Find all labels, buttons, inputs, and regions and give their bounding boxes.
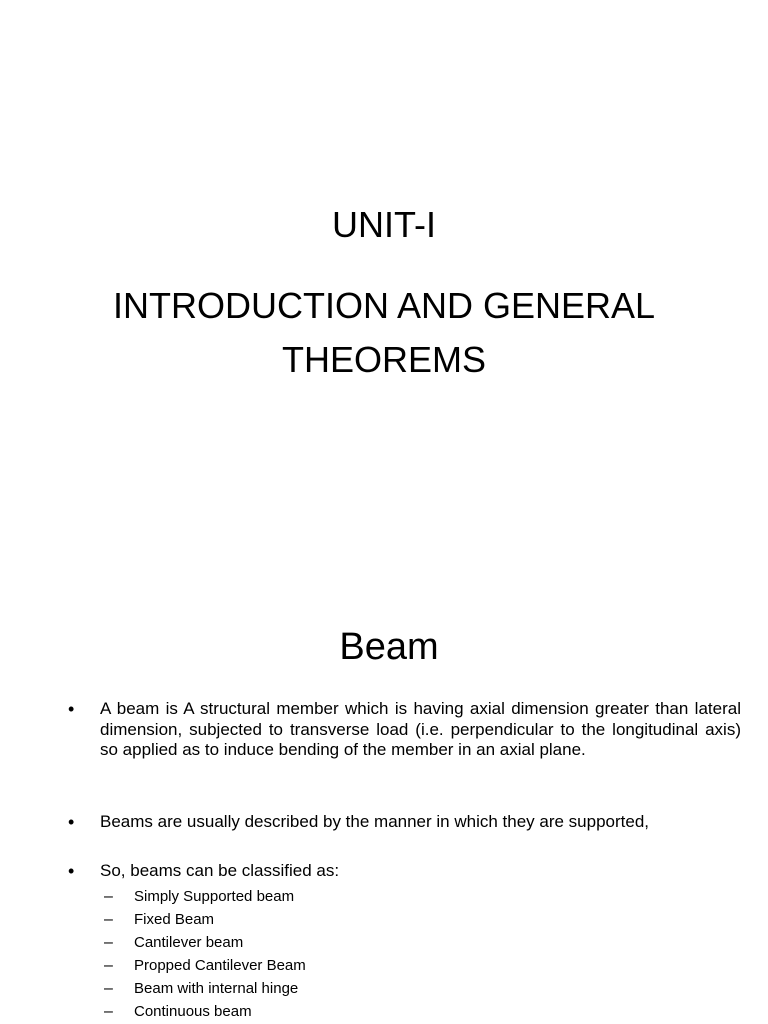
bullet-text: Beams are usually described by the manner in which they are supported, [100,812,650,831]
classification-item [0,977,768,1000]
classification-label: Continuous beam [134,1003,252,1020]
bullet-text: So, beams can be classified as: [100,861,340,880]
classification-label: Beam with internal hinge [134,980,299,997]
bullet-text: A beam is A structural member which is having axial dimension greater than lateral dimension, subjected to transverse load (i.e. perpendicular to the longitudinal axis) so applied as to induce bending of the member in an axial plane. [100,699,741,759]
classification-label: Simply Supported beam [134,888,295,905]
unit-heading: UNIT-I [332,204,436,245]
dash-icon: – [104,911,113,928]
dash-icon: – [104,1003,113,1020]
bullet-icon: • [68,699,75,719]
classification-label: Cantilever beam [134,934,244,951]
bullet-icon: • [68,861,75,881]
classification-label: Fixed Beam [134,911,215,928]
dash-icon: – [104,934,113,951]
classification-label: Propped Cantilever Beam [134,957,306,974]
classification-item [0,1000,768,1023]
classification-item [0,931,768,954]
chapter-title: INTRODUCTION AND GENERAL THEOREMS [112,285,656,380]
classification-item [0,908,768,931]
beam-heading: Beam [339,626,439,668]
classification-item [0,885,768,908]
dash-icon: – [104,980,113,997]
bullet-icon: • [68,812,75,832]
dash-icon: – [104,957,113,974]
classification-item [0,954,768,977]
dash-icon: – [104,888,113,905]
